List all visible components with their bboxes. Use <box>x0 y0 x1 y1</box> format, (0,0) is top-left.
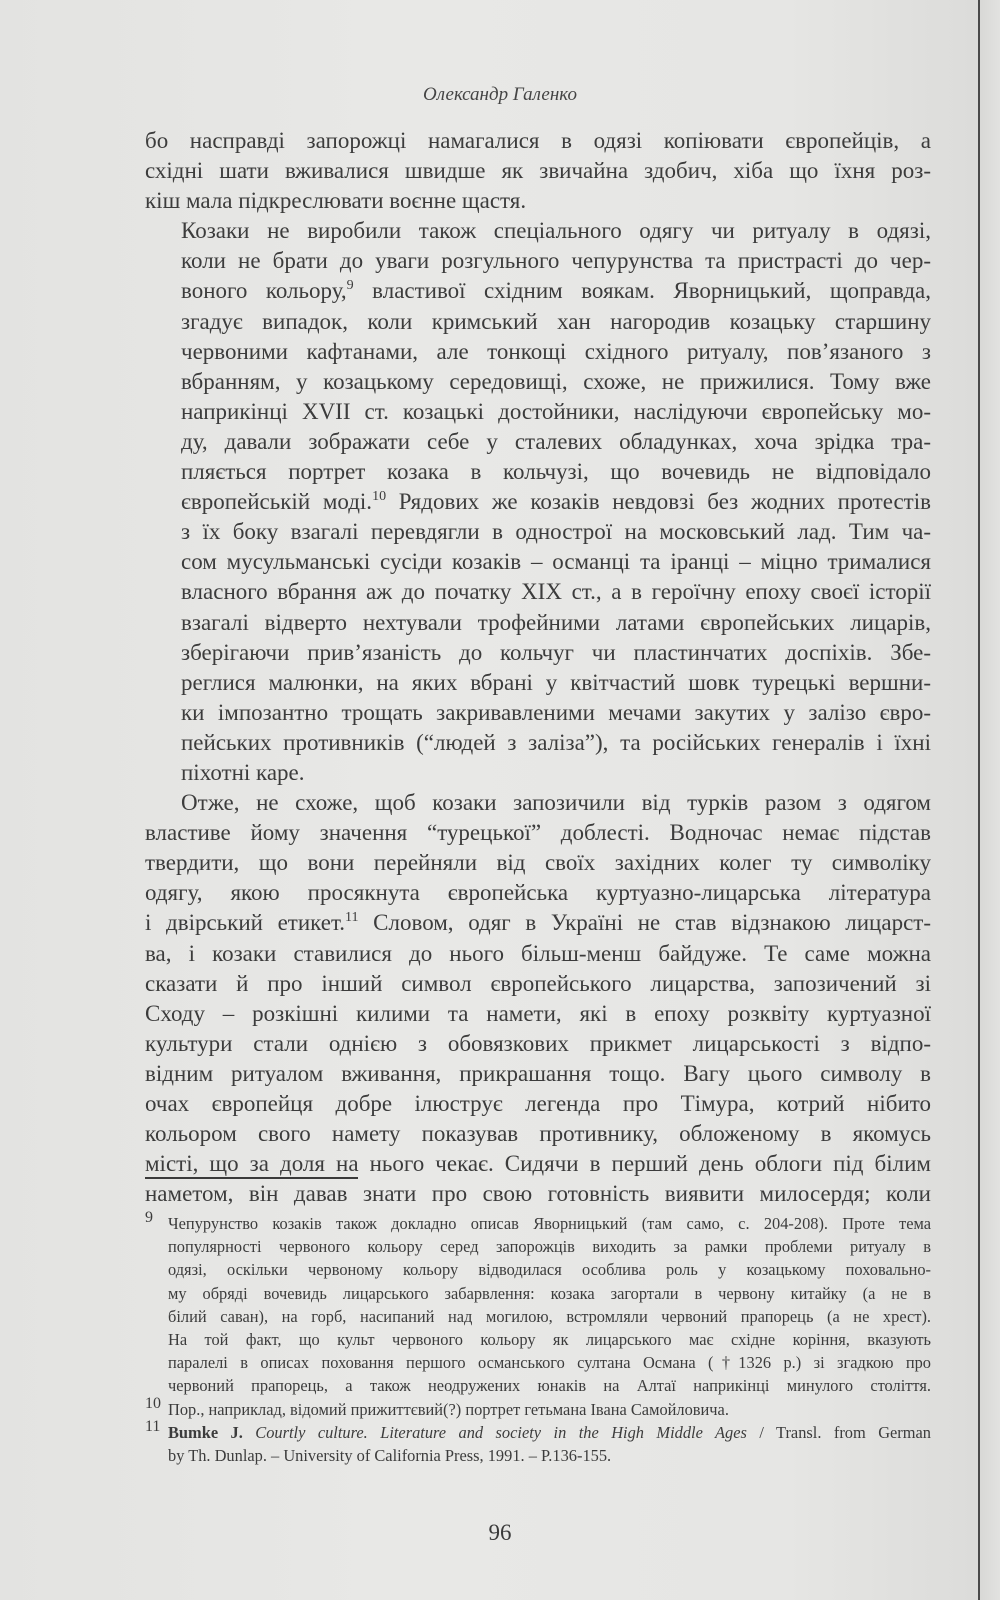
footnote-line: by Th. Dunlap. – University of California Press, 1991. – P.136-155. <box>168 1446 612 1466</box>
footnote-9 <box>145 1209 931 1398</box>
footnote-line: Пор., наприклад, відомий прижиттєвий(?) портрет гетьмана Івана Самойловича. <box>168 1399 729 1419</box>
body-text <box>145 126 931 1209</box>
text-fragment: Словом, одяг в Україні не став відзнакою лицарст- <box>373 910 931 936</box>
footnote-line: му обряді вочевидь лицарського забарвлення: козака загортали в червону китайку (а не в <box>168 1283 931 1303</box>
text-line: очах європейця добре ілюструє легенда про Тімура, котрий нібито <box>145 1091 931 1116</box>
footnote-line: одязі, оскільки червоному кольору відводилася особлива роль у козацькому поховально- <box>168 1260 931 1280</box>
footnote-line: На той факт, що культ червоного кольору як лицарського має східне коріння, вказують <box>168 1330 931 1350</box>
footnote-line: червоний прапорець, а також неодружених юнаків на Алтаї наприкінці минулого століття. <box>168 1376 931 1396</box>
text-line: зберігаючи прив’язаність до кольчуг чи пластинчатих доспіхів. Збе- <box>181 639 931 665</box>
paragraph <box>145 126 931 216</box>
text-line: власного вбрання аж до початку XIX ст., а в героїчну епоху своєї історії <box>181 579 931 605</box>
citation-title: Courtly culture. Literature and society in the High Middle Ages <box>255 1422 747 1442</box>
footnote-line: паралелі в описах поховання першого османського султана Османа (†1326 р.) зі згадкою про <box>168 1353 931 1373</box>
text-line: Сходу – розкішні килими та намети, які в епоху розквіту куртуазної <box>145 1000 931 1026</box>
text-line: властиве йому значення “турецької” доблесті. Водночас немає підстав <box>145 820 931 846</box>
text-fragment: і двірський етикет. <box>145 910 346 936</box>
footnotes <box>145 1209 931 1467</box>
text-line: одягу, якою просякнута європейська куртуазно-лицарська література <box>145 880 931 906</box>
text-line: сказати й про інший символ європейського лицарства, запозичений зі <box>145 970 931 996</box>
text-line: відним ритуалом вживання, прикрашання тощо. Вагу цього символу в <box>145 1060 931 1086</box>
footnote-separator <box>145 1177 358 1179</box>
text-line-with-ref <box>145 487 931 517</box>
footnote-ref-9[interactable]: 9 <box>346 278 354 294</box>
citation-rest: / Transl. from German <box>746 1422 931 1442</box>
paragraph <box>145 788 931 1209</box>
text-line: східні шати вживалися швидше як звичайна здобич, хіба що їхня роз- <box>145 158 931 184</box>
text-line: реглися малюнки, на яких вбрані у квітчастий шовк турецькі вершни- <box>181 669 931 695</box>
text-line: піхотні каре. <box>181 759 305 785</box>
text-line: культури стали однією з обовязкових прикмет лицарськості з відпо- <box>145 1030 931 1056</box>
footnote-ref-11[interactable]: 11 <box>345 910 359 926</box>
text-fragment: властивої східним воякам. Яворницький, щоправда, <box>372 278 932 304</box>
footnote-10 <box>145 1394 931 1421</box>
text-line: місті, що за доля на нього чекає. Сидячи в перший день облоги під білим <box>145 1151 931 1177</box>
footnote-line: білий саван), на горб, насипаний над могилою, встромляли червоний прапорець (а не хрест). <box>168 1306 931 1326</box>
text-fragment: Рядових же козаків невдовзі без жодних протестів <box>398 489 931 515</box>
text-line: кольором свого намету показував противнику, обложеному в якомусь <box>145 1121 931 1147</box>
footnote-11 <box>145 1417 931 1467</box>
footnote-ref-10[interactable]: 10 <box>372 489 387 505</box>
text-line: твердити, що вони перейняли від своїх західних колег ту символіку <box>145 850 931 876</box>
text-line: з їх боку взагалі перевдягли в однострої на московський лад. Тим ча- <box>181 519 931 545</box>
footnote-number: 11 <box>145 1417 161 1435</box>
text-line: ва, і козаки ставилися до нього більш-менш байдуже. Те саме можна <box>145 940 931 966</box>
footnote-line: Чепурунство козаків також докладно описав Яворницький (там само, с. 204-208). Проте тема <box>168 1214 931 1233</box>
text-line: ду, давали зображати себе у сталевих обладунках, хоча зрідка тра- <box>181 428 931 454</box>
text-line-with-ref <box>145 908 931 938</box>
text-line: наметом, він давав знати про свою готовність виявити милосердя; коли <box>145 1181 931 1207</box>
text-line-with-ref <box>145 276 931 306</box>
text-line: сом мусульманські сусіди козаків – османці та іранці – міцно трималися <box>181 549 931 575</box>
text-line: пляється портрет козака в кольчузі, що вочевидь не відповідало <box>181 459 931 485</box>
text-fragment: воного кольору, <box>181 278 347 304</box>
text-line: ки імпозантно трощать закривавленими мечами закутих у залізо євро- <box>181 699 931 725</box>
text-line: вбранням, у козацькому середовищі, схоже, не прижилися. Тому вже <box>181 368 931 394</box>
facing-page-edge <box>980 0 1000 1600</box>
text-line: Отже, не схоже, щоб козаки запозичили від турків разом з одягом <box>181 790 931 816</box>
footnote-line <box>168 1421 931 1444</box>
text-line: червоними кафтанами, але тонкощі східного ритуалу, пов’язаного з <box>181 338 931 364</box>
text-line: Козаки не виробили також спеціального одягу чи ритуалу в одязі, <box>181 218 931 244</box>
footnote-number: 10 <box>145 1394 161 1412</box>
citation-author: Bumke J. <box>168 1422 243 1442</box>
footnote-line: популярності червоного кольору серед запорожців виходить за рамки проблеми ритуалу в <box>168 1237 931 1257</box>
paragraph <box>145 216 931 788</box>
footnote-number: 9 <box>145 1209 153 1226</box>
text-line: пейських противників (“людей з заліза”), та російських генералів і їхні <box>181 729 931 755</box>
text-line: взагалі відверто нехтували трофейними латами європейських лицарів, <box>181 609 931 635</box>
text-line: згадує випадок, коли кримський хан нагородив козацьку старшину <box>181 308 931 334</box>
text-line: бо насправді запорожці намагалися в одязі копіювати європейців, а <box>145 128 931 153</box>
text-fragment: європейській моді. <box>181 489 373 515</box>
running-head: Олександр Галенко <box>423 84 577 105</box>
text-line: коли не брати до уваги розгульного чепурунства та пристрасті до чер- <box>181 248 931 274</box>
text-line: кіш мала підкреслювати воєнне щастя. <box>145 188 527 214</box>
page-number: 96 <box>488 1520 512 1545</box>
text-line: наприкінці XVII ст. козацькі достойники, наслідуючи європейську мо- <box>181 398 931 424</box>
